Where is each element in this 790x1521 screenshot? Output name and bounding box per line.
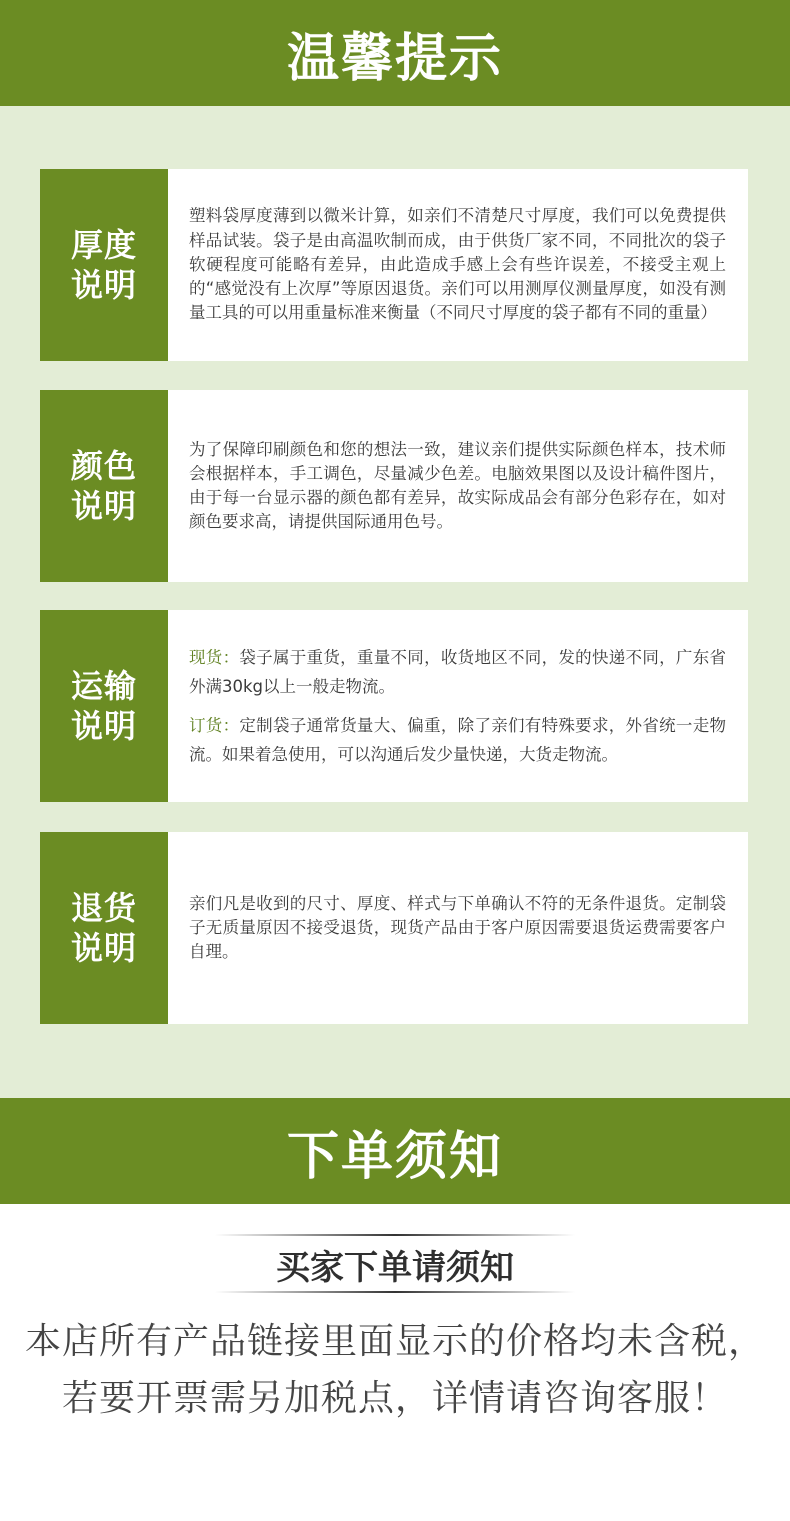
order-subtitle-block (0, 1238, 790, 1290)
color-text: 为了保障印刷颜色和您的想法一致，建议亲们提供实际颜色样本，技术师会根据样本，手工调色，尽量减少色差。电脑效果图以及设计稿件图片，由于每一台显示器的颜色都有差异，故实际成品会有部分色彩存在，如对颜色要求高，请提供国际通用色号。 (189, 439, 726, 532)
custom-order-text: 定制袋子通常货量大、偏重，除了亲们有特殊要求，外省统一走物流。如果着急使用，可以沟通后发少量快递，大货走物流。 (189, 716, 727, 764)
order-notice-line2: 若要开票需另加税点，详情请咨询客服！ (61, 1378, 728, 1419)
tips-banner (0, 0, 790, 106)
thickness-text: 塑料袋厚度薄到以微米计算，如亲们不清楚尺寸厚度，我们可以免费提供样品试装。袋子是由高温吹制而成，由于供货厂家不同，不同批次的袋子软硬程度可能略有差异，由此造成手感上会有些许误差，不接受主观上的“感觉没有上次厚”等原因退货。亲们可以用测厚仪测量厚度，如没有测量工具的可以用重量标准来衡量（不同尺寸厚度的袋子都有不同的重量） (189, 206, 726, 323)
return-label-line2: 说明 (70, 929, 137, 967)
shipping-card (40, 610, 748, 802)
return-label (40, 832, 168, 1024)
color-label (40, 390, 168, 582)
thickness-card (40, 169, 748, 361)
spot-goods-tag: 现货： (189, 648, 240, 667)
order-notice-line1: 本店所有产品链接里面显示的价格均未含税， (24, 1321, 765, 1362)
subtitle-bottom-rule (215, 1291, 575, 1293)
thickness-body (168, 169, 748, 361)
shipping-body (168, 610, 748, 802)
tips-title: 温馨提示 (286, 28, 503, 89)
spot-goods-text: 袋子属于重货，重量不同，收货地区不同，发的快递不同，广东省外满30kg以上一般走物流。 (189, 648, 727, 696)
return-label-line1: 退货 (70, 889, 137, 927)
order-title: 下单须知 (286, 1126, 503, 1187)
color-body (168, 390, 748, 582)
thickness-label-line1: 厚度 (70, 226, 137, 264)
order-notice (0, 1313, 790, 1427)
shipping-label-line1: 运输 (70, 667, 137, 705)
order-subtitle: 买家下单请须知 (276, 1247, 514, 1288)
spot-goods-paragraph (189, 643, 726, 701)
return-text: 亲们凡是收到的尺寸、厚度、样式与下单确认不符的无条件退货。定制袋子无质量原因不接受退货，现货产品由于客户原因需要退货运费需要客户自理。 (189, 893, 726, 962)
color-label-line2: 说明 (70, 487, 137, 525)
shipping-label (40, 610, 168, 802)
subtitle-top-rule (215, 1234, 575, 1236)
color-label-line1: 颜色 (70, 447, 137, 485)
return-body (168, 832, 748, 1024)
custom-order-tag: 订货： (189, 716, 240, 735)
thickness-label (40, 169, 168, 361)
order-banner (0, 1098, 790, 1204)
custom-order-paragraph (189, 711, 726, 769)
shipping-label-line2: 说明 (70, 707, 137, 745)
return-card (40, 832, 748, 1024)
color-card (40, 390, 748, 582)
thickness-label-line2: 说明 (70, 266, 137, 304)
